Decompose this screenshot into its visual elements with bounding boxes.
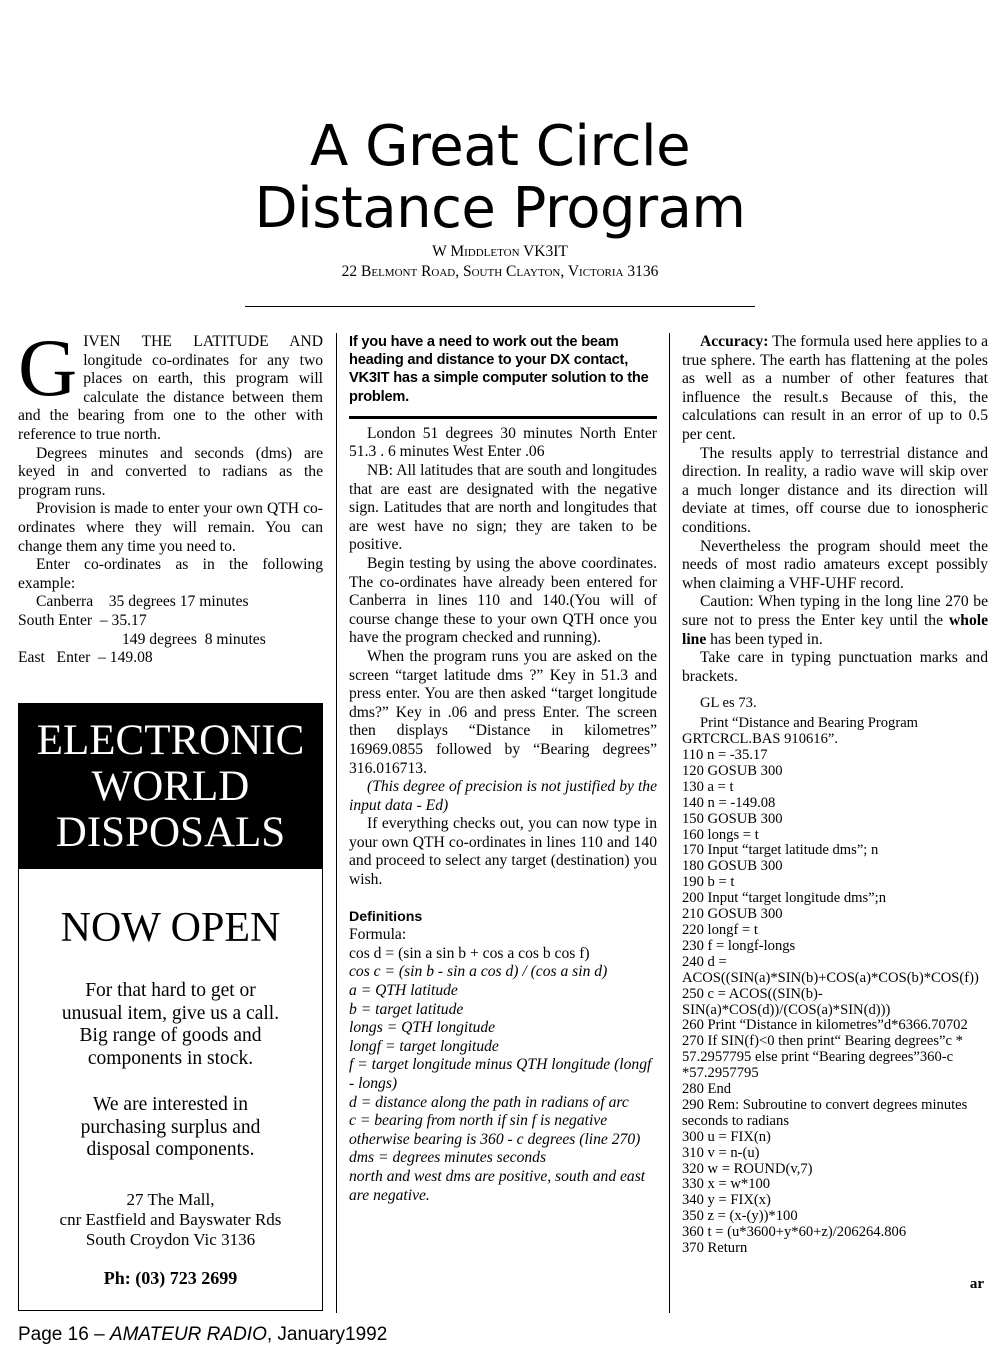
paragraph: When the program runs you are asked on the screen “target latitude dms ?” Key in 51.3 and press enter. You are then asked “target longitude dms?” Key in .06 and press Enter. The screen then displays “Distance in kilometres” 16969.0855 followed by “Bearing degrees” 316.016713. [349, 647, 657, 777]
code-line: 300 u = FIX(n) [682, 1128, 771, 1145]
code-line: 220 longf = t [682, 921, 758, 938]
intro-paragraph: GIVEN THE LATITUDE AND longitude co-ordinates for any two places on earth, this program will calculate the distance between them and the bearing from one to the other with reference to true north. [18, 322, 323, 443]
code-line: 200 Input “target longitude dms”;n [682, 890, 887, 907]
ad-header-line: ELECTRONIC [36, 717, 305, 764]
code-line: 340 y = FIX(x) [682, 1192, 771, 1209]
paragraph: NB: All latitudes that are south and longitudes that are east are designated with the negative sign. Latitudes that are north and longitudes that are west have no sign; they are taken to be positive. [349, 462, 657, 554]
ad-now-open: NOW OPEN [60, 905, 281, 951]
paragraph: Degrees minutes and seconds (dms) are keyed in and converted to radians as the program runs. [18, 444, 323, 499]
author-byline: W Middleton VK3IT [432, 243, 568, 260]
paragraph: Enter co-ordinates as in the following example: [18, 556, 323, 592]
code-line: 160 longs = t [682, 826, 759, 843]
code-line: 270 If SIN(f)<0 then print“ Bearing degrees”c * 57.2957795 else print “Bearing degrees”360-c *57.2957795 [682, 1033, 963, 1082]
code-line: GL es 73. [700, 695, 757, 712]
code-line: 180 GOSUB 300 [682, 858, 783, 875]
column-divider [669, 333, 670, 1313]
example-line: East Enter – 149.08 [18, 649, 153, 667]
advertisement [18, 703, 323, 1311]
definition-line: d = distance along the path in radians of arc [349, 1093, 629, 1111]
code-line: 330 x = w*100 [682, 1176, 771, 1193]
code-line: 130 a = t [682, 778, 734, 795]
code-line: 350 z = (x-(y))*100 [682, 1208, 798, 1225]
editor-note: (This degree of precision is not justified by the input data - Ed) [349, 778, 657, 814]
paragraph: If everything checks out, you can now type in your own QTH co-ordinates in lines 110 and 140 and proceed to select any target (destination) you wish. [349, 815, 657, 889]
definition-line: longs = QTH longitude [349, 1019, 496, 1037]
definition-line: c = bearing from north if sin f is negative otherwise bearing is 360 - c degrees (line 270) [349, 1112, 641, 1148]
formula-label: Formula: [349, 926, 407, 944]
example-line: South Enter – 35.17 [18, 611, 147, 629]
example-line: Canberra 35 degrees 17 minutes [36, 593, 249, 611]
ad-header-line: DISPOSALS [55, 809, 286, 856]
example-line: 149 degrees 8 minutes [122, 630, 266, 648]
lead-rule [349, 416, 657, 419]
code-line: 240 d = ACOS((SIN(a)*SIN(b)+COS(a)*COS(b)*COS(f)) [682, 953, 979, 986]
definition-line: longf = target longitude [349, 1037, 499, 1055]
ad-address: 27 The Mall, cnr Eastfield and Bayswater Rds South Croydon Vic 3136 [59, 1189, 282, 1249]
formula-line: cos c = (sin b - sin a cos d) / (cos a sin d) [349, 963, 608, 981]
column-3 [682, 333, 988, 1257]
code-line: 120 GOSUB 300 [682, 762, 783, 779]
code-line: 260 Print “Distance in kilometres”d*6366.70702 [682, 1017, 968, 1034]
code-line: 320 w = ROUND(v,7) [682, 1160, 813, 1177]
code-line: 370 Return [682, 1240, 748, 1257]
code-line: 110 n = -35.17 [682, 747, 768, 763]
article-end-tag: ar [969, 1276, 984, 1292]
definitions-heading: Definitions [349, 908, 423, 925]
code-line: Print “Distance and Bearing Program GRTCRCL.BAS 910616”. [682, 715, 919, 748]
caution-paragraph: Caution: When typing in the long line 270 be sure not to press the Enter key until the whole line has been typed in. [682, 593, 988, 648]
ad-text: For that hard to get or unusual item, give us a call. Big range of goods and components in stock. [61, 980, 280, 1069]
lead-summary: If you have a need to work out the beam heading and distance to your DX contact, VK3IT has a simple computer solution to the problem. [349, 334, 649, 405]
formula-line: cos d = (sin a sin b + cos a cos b cos f) [349, 944, 590, 962]
drop-cap: G [18, 322, 78, 413]
title-rule [245, 306, 755, 307]
ad-text: We are interested in purchasing surplus and disposal components. [80, 1094, 261, 1160]
article-title-line-2: Distance Program [254, 176, 746, 241]
definition-line: a = QTH latitude [349, 982, 458, 1000]
code-line: 360 t = (u*3600+y*60+z)/206264.806 [682, 1224, 907, 1241]
code-line: 140 n = -149.08 [682, 794, 776, 811]
paragraph: Begin testing by using the above coordinates. The co-ordinates have already been entered for Canberra in lines 110 and 140.(You will of course change these to your own QTH once you have the program checked and running). [349, 554, 657, 647]
paragraph: Take care in typing punctuation marks and brackets. [682, 649, 988, 685]
ad-phone: Ph: (03) 723 2699 [103, 1267, 238, 1288]
program-listing [682, 696, 988, 1257]
accuracy-paragraph: Accuracy: The formula used here applies to a true sphere. The earth has flattening at the poles as well as a number of other features that influence the result.s Because of this, the calculations can result in an error of up to 0.5 per cent. [682, 333, 988, 443]
definition-line: north and west dms are positive, south and east are negative. [349, 1167, 646, 1204]
code-line: 190 b = t [682, 874, 735, 891]
code-line: 310 v = n-(u) [682, 1144, 760, 1161]
ad-header [19, 704, 322, 869]
article-title-line-1: A Great Circle [309, 114, 691, 179]
code-line: 290 Rem: Subroutine to convert degrees minutes seconds to radians [682, 1096, 968, 1129]
paragraph: The results apply to terrestrial distance and direction. In reality, a radio wave will skip over a much longer distance and its direction will deviate at times, off course due to ionospheric conditions. [682, 444, 988, 536]
paragraph: London 51 degrees 30 minutes North Enter 51.3 . 6 minutes West Enter .06 [349, 424, 657, 461]
definition-line: b = target latitude [349, 1000, 464, 1018]
code-line: 170 Input “target latitude dms”; n [682, 842, 879, 859]
paragraph: Provision is made to enter your own QTH co-ordinates where they will remain. You can change them any time you need to. [18, 500, 323, 555]
page-footer: Page 16 – AMATEUR RADIO, January1992 [18, 1324, 388, 1345]
column-1 [18, 322, 323, 668]
ad-header-line: WORLD [91, 763, 250, 810]
code-line: 280 End [682, 1081, 732, 1098]
definition-line: f = target longitude minus QTH longitude (longf - longs) [349, 1056, 652, 1092]
column-divider [336, 333, 337, 1313]
column-2 [349, 333, 657, 1205]
code-line: 150 GOSUB 300 [682, 810, 783, 827]
paragraph: Nevertheless the program should meet the needs of most radio amateurs except possibly when claiming a VHF-UHF record. [682, 537, 988, 592]
code-line: 230 f = longf-longs [682, 937, 796, 954]
code-line: 210 GOSUB 300 [682, 906, 783, 923]
author-address: 22 Belmont Road, South Clayton, Victoria 3136 [341, 263, 659, 280]
code-line: 250 c = ACOS((SIN(b)-SIN(a)*COS(d))/(COS(a)*SIN(d))) [682, 985, 891, 1018]
definition-line: dms = degrees minutes seconds [349, 1149, 547, 1167]
